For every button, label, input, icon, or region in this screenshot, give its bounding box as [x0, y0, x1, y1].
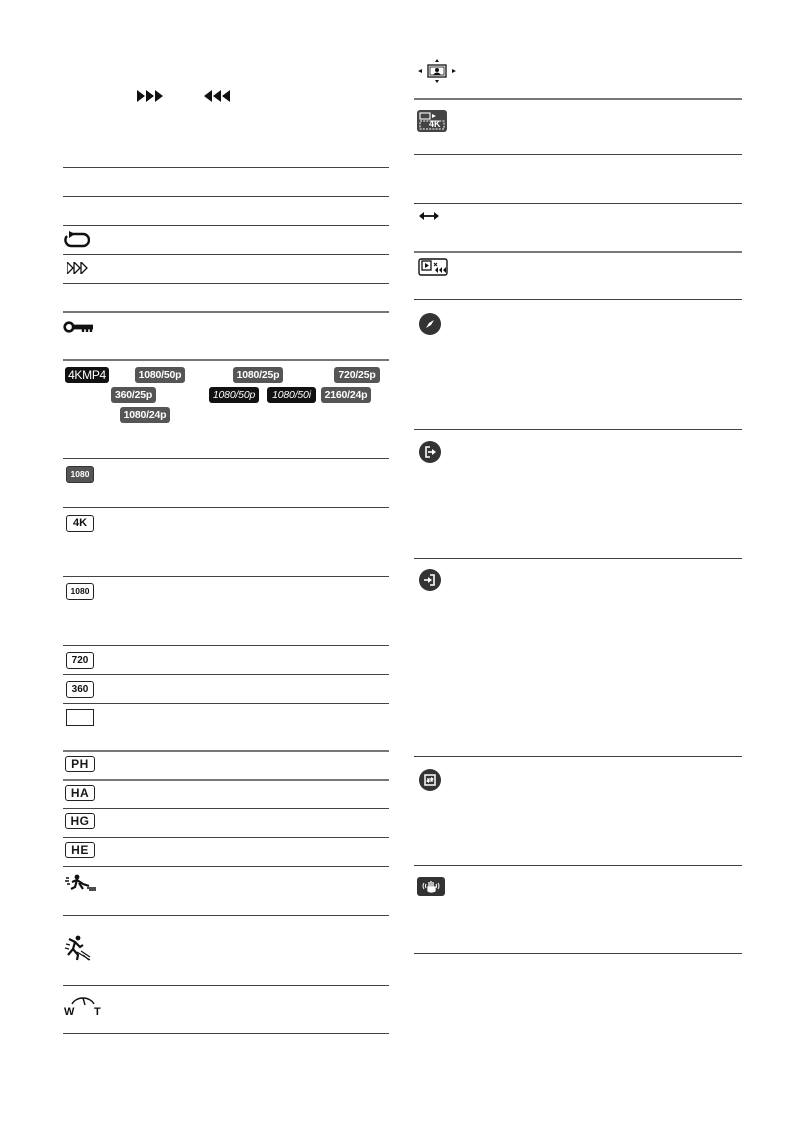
divider — [63, 167, 389, 168]
divider — [63, 507, 389, 508]
divider — [63, 311, 389, 313]
mode-ha-badge: HA — [65, 785, 95, 801]
compass-icon — [419, 313, 441, 335]
double-arrow-icon — [419, 211, 439, 221]
divider — [414, 98, 742, 100]
repeat-icon — [64, 231, 90, 248]
badge-1080-50i: 1080/50i — [267, 387, 316, 403]
face-frame-icon — [418, 59, 456, 83]
highlight-motion-icon — [63, 935, 91, 961]
divider — [414, 299, 742, 300]
divider — [63, 1033, 389, 1034]
input-icon — [419, 569, 441, 591]
divider — [63, 576, 389, 577]
res-720-badge: 720 — [66, 652, 94, 669]
divider — [414, 865, 742, 866]
divider — [63, 750, 389, 752]
divider — [63, 866, 389, 867]
steadyshot-icon — [417, 877, 445, 896]
badge-1080-50p-alt: 1080/50p — [209, 387, 259, 403]
divider — [63, 645, 389, 646]
zoom-w-label: W — [64, 1006, 75, 1017]
playback-speed-icon — [418, 258, 448, 276]
zoom-scale-icon — [63, 993, 103, 1017]
divider — [414, 953, 742, 954]
divider — [63, 674, 389, 675]
divider — [414, 203, 742, 204]
res-360-badge: 360 — [66, 681, 94, 698]
divider — [63, 254, 389, 255]
output-icon — [419, 441, 441, 463]
badge-360-25p: 360/25p — [111, 387, 156, 403]
badge-1080-24p: 1080/24p — [120, 407, 170, 423]
badge-1080-25p: 1080/25p — [233, 367, 283, 383]
mode-he-badge: HE — [65, 842, 95, 858]
badge-720-25p: 720/25p — [334, 367, 380, 383]
divider — [414, 756, 742, 757]
divider — [63, 225, 389, 226]
res-1080-dark-badge: 1080 — [66, 466, 94, 483]
divider — [63, 283, 389, 284]
zoom-t-label: T — [94, 1006, 101, 1017]
divider — [63, 703, 389, 704]
mode-ph-badge: PH — [65, 756, 95, 772]
badge-2160-24p: 2160/24p — [321, 387, 371, 403]
divider — [63, 196, 389, 197]
swap-icon — [419, 769, 441, 791]
divider — [63, 915, 389, 916]
fast-forward-icon — [137, 90, 164, 102]
format-badge-4k-mp4: 4KMP4 — [65, 367, 109, 383]
slow-motion-icon — [63, 873, 97, 891]
empty-badge — [66, 709, 94, 726]
key-icon — [63, 321, 93, 333]
divider — [63, 458, 389, 459]
divider — [414, 154, 742, 155]
divider — [63, 837, 389, 838]
badge-1080-50p: 1080/50p — [135, 367, 185, 383]
crop-4k-icon — [417, 110, 447, 132]
res-4k-badge: 4K — [66, 515, 94, 532]
divider — [63, 808, 389, 809]
divider — [63, 359, 389, 361]
crop-4k-label: 4K — [429, 119, 441, 129]
fast-rewind-icon — [204, 90, 231, 102]
divider — [63, 779, 389, 781]
mode-hg-badge: HG — [65, 813, 95, 829]
divider — [63, 985, 389, 986]
skip-icon — [67, 262, 89, 274]
divider — [414, 251, 742, 253]
divider — [414, 558, 742, 559]
res-1080-badge: 1080 — [66, 583, 94, 600]
divider — [414, 429, 742, 430]
